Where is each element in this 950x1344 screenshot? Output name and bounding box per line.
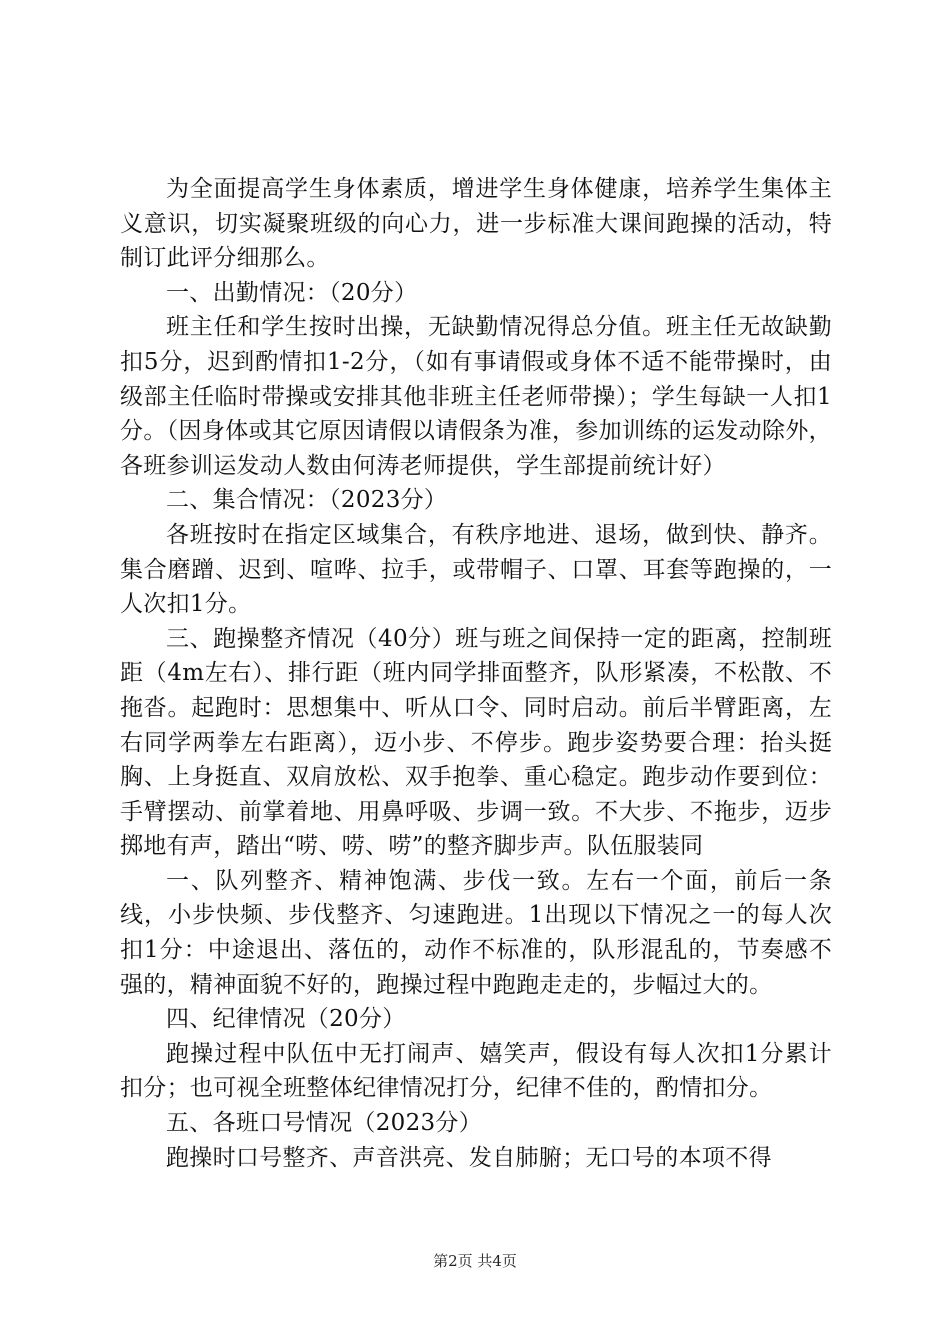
assembly-paragraph: 各班按时在指定区域集合，有秩序地进、退场，做到快、静齐。集合磨蹭、迟到、喧哗、拉手，或带帽子、口罩、耳套等跑操的，一人次扣1分。	[120, 521, 832, 618]
running-uniformity-paragraph: 三、跑操整齐情况（40分）班与班之间保持一定的距离，控制班距（4m左右）、排行距（班内同学排面整齐，队形紧凑，不松散、不拖沓。起跑时：思想集中、听从口令、同时启动。前后半臂距离，左右同学两拳左右距离），迈小步、不停步。跑步姿势要合理：抬头挺胸、上身挺直、双肩放松、双手抱拳、重心稳定。跑步动作要到位：手臂摆动、前掌着地、用鼻呼吸、步调一致。不大步、不拖步，迈步掷地有声，踏出“唠、唠、唠”的整齐脚步声。队伍服装同	[120, 625, 832, 860]
section-heading-attendance: 一、出勤情况：（20分）	[166, 279, 418, 306]
intro-paragraph: 为全面提高学生身体素质，增进学生身体健康，培养学生集体主义意识，切实凝聚班级的向心力，进一步标准大课间跑操的活动，特制订此评分细那么。	[120, 176, 832, 272]
page-footer	[0, 1250, 950, 1271]
slogan-paragraph: 跑操时口号整齐、声音洪亮、发自肺腑；无口号的本项不得	[166, 1144, 772, 1171]
section-heading-slogan: 五、各班口号情况（2023分）	[166, 1110, 483, 1137]
formation-paragraph: 一、队列整齐、精神饱满、步伐一致。左右一个面，前后一条线，小步快频、步伐整齐、匀速跑进。1出现以下情况之一的每人次扣1分：中途退出、落伍的，动作不标准的，队形混乱的，节奏感不强的，精神面貌不好的，跑操过程中跑跑走走的，步幅过大的。	[120, 867, 832, 998]
page-number: 第2页 共4页	[433, 1252, 517, 1270]
discipline-paragraph: 跑操过程中队伍中无打闹声、嬉笑声，假设有每人次扣1分累计扣分；也可视全班整体纪律情况打分，纪律不佳的，酌情扣分。	[120, 1040, 832, 1102]
section-heading-discipline: 四、纪律情况（20分）	[166, 1006, 406, 1033]
attendance-paragraph: 班主任和学生按时出操，无缺勤情况得总分值。班主任无故缺勤扣5分，迟到酌情扣1-2分，（如有事请假或身体不适不能带操时，由级部主任临时带操或安排其他非班主任老师带操）；学生每缺一人扣1分。（因身体或其它原因请假以请假条为准，参加训练的运发动除外，各班参训运发动人数由何涛老师提供，学生部提前统计好）	[120, 314, 832, 479]
section-heading-assembly: 二、集合情况：（2023分）	[166, 487, 448, 514]
document-body	[120, 172, 832, 1175]
